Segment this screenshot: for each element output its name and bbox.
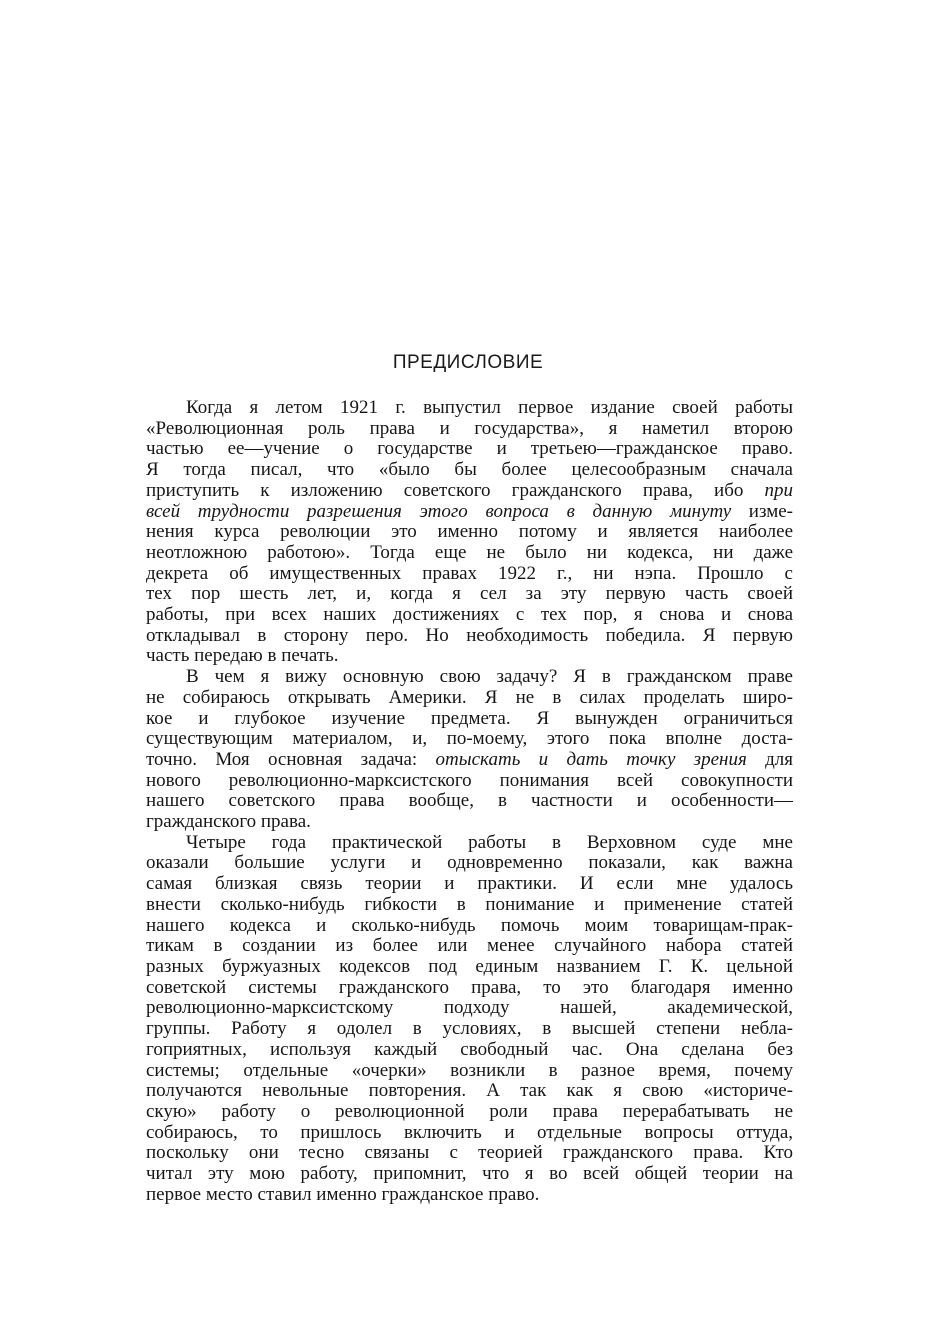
text-segment: существующим материалом, и, по-моему, этого пока вполне доста-: [146, 729, 793, 750]
text-segment: гражданского права.: [146, 812, 311, 833]
text-line: [146, 646, 793, 667]
text-segment: оказали большие услуги и одновременно показали, как важна: [146, 853, 793, 874]
text-line: [146, 460, 793, 481]
text-segment: получаются невольные повторения. А так как я свою «историче-: [146, 1081, 793, 1102]
text-line: [146, 419, 793, 440]
text-segment: кое и глубокое изучение предмета. Я вынужден ограничиться: [146, 708, 793, 729]
text-segment: приступить к изложению советского гражданского права, ибо: [146, 480, 765, 501]
text-segment: Когда я летом 1921 г. выпустил первое издание своей работы: [186, 398, 793, 418]
text-segment: разных буржуазных кодексов под единым названием Г. К. цельной: [146, 956, 793, 977]
text-segment: декрета об имущественных правах 1922 г., ни нэпа. Прошло с: [146, 563, 793, 584]
text-segment: откладывал в сторону перо. Но необходимость победила. Я первую: [146, 625, 793, 646]
text-line: [146, 626, 793, 647]
text-segment: Я тогда писал, что «было бы более целесообразным сначала: [146, 460, 793, 481]
text-segment: советской системы гражданского права, то это благодаря именно: [146, 977, 793, 998]
text-line: [146, 398, 793, 419]
text-line: [146, 502, 793, 523]
text-segment: тех пор шесть лет, и, когда я сел за эту первую часть своей: [146, 584, 793, 605]
text-segment: группы. Работу я одолел в условиях, в высшей степени небла-: [146, 1019, 793, 1040]
text-segment: работы, при всех наших достижениях с тех пор, я снова и снова: [146, 605, 793, 626]
paragraph: [146, 833, 793, 1206]
text-line: [146, 895, 793, 916]
text-segment: не собираюсь открывать Америки. Я не в силах проделать широ-: [146, 687, 793, 708]
text-segment: изме-: [731, 501, 793, 522]
text-segment: точно. Моя основная задача:: [146, 749, 436, 770]
text-line: [146, 667, 793, 688]
text-line: [146, 791, 793, 812]
text-line: [146, 439, 793, 460]
text-line: [146, 522, 793, 543]
text-line: [146, 605, 793, 626]
text-segment: нашего кодекса и сколько-нибудь помочь моим товарищам-прак-: [146, 915, 793, 936]
text-line: [146, 1040, 793, 1061]
text-line: [146, 729, 793, 750]
text-segment: собираюсь, то пришлось включить и отдельные вопросы оттуда,: [146, 1122, 793, 1143]
preface-text: [146, 398, 793, 1205]
text-segment: читал эту мою работу, припомнит, что я во всей общей теории на: [146, 1164, 793, 1185]
text-segment: революционно-марксистскому подходу нашей, академической,: [146, 998, 793, 1019]
text-segment: системы; отдельные «очерки» возникли в разное время, почему: [146, 1060, 793, 1081]
text-segment: для: [746, 749, 793, 770]
text-line: [146, 1081, 793, 1102]
text-line: [146, 978, 793, 999]
text-segment: неотложною работою». Тогда еще не было ни кодекса, ни даже: [146, 542, 793, 563]
text-segment: часть передаю в печать.: [146, 646, 339, 667]
text-segment: «Революционная роль права и государства», я наметил второю: [146, 418, 793, 439]
text-segment: гоприятных, используя каждый свободный час. Она сделана без: [146, 1039, 793, 1060]
text-line: [146, 1061, 793, 1082]
text-line: [146, 833, 793, 854]
text-line: [146, 481, 793, 502]
text-line: [146, 998, 793, 1019]
text-line: [146, 916, 793, 937]
text-line: [146, 874, 793, 895]
text-line: [146, 1102, 793, 1123]
italic-segment: при: [764, 480, 793, 501]
paragraph: [146, 398, 793, 667]
text-line: [146, 1019, 793, 1040]
text-segment: тикам в создании из более или менее случайного набора статей: [146, 936, 793, 957]
text-line: [146, 957, 793, 978]
italic-segment: отыскать и дать точку зрения: [435, 749, 747, 770]
text-segment: нового революционно-марксистского понимания всей совокупности: [146, 770, 793, 791]
text-segment: Четыре года практической работы в Верховном суде мне: [186, 832, 793, 853]
text-segment: скую» работу о революционной роли права перерабатывать не: [146, 1101, 793, 1122]
italic-segment: всей трудности разрешения этого вопроса в данную минуту: [146, 501, 732, 522]
text-segment: нашего советского права вообще, в частности и особенности—: [146, 791, 793, 812]
text-segment: поскольку они тесно связаны с теорией гражданского права. Кто: [146, 1143, 793, 1164]
page-title: ПРЕДИСЛОВИЕ: [392, 352, 544, 373]
text-line: [146, 812, 793, 833]
text-line: [146, 936, 793, 957]
text-line: [146, 688, 793, 709]
text-segment: нения курса революции это именно потому и является наиболее: [146, 522, 793, 543]
text-line: [146, 1164, 793, 1185]
text-line: [146, 1143, 793, 1164]
text-line: [146, 564, 793, 585]
text-segment: самая близкая связь теории и практики. И если мне удалось: [146, 874, 793, 895]
text-line: [146, 709, 793, 730]
paragraph: [146, 667, 793, 833]
text-line: [146, 771, 793, 792]
text-segment: частью ее—учение о государстве и третьею—гражданское право.: [146, 439, 793, 460]
text-line: [146, 1123, 793, 1144]
text-line: [146, 750, 793, 771]
text-segment: В чем я вижу основную свою задачу? Я в гражданском праве: [186, 667, 793, 688]
text-line: [146, 543, 793, 564]
text-line: [146, 584, 793, 605]
text-line: [146, 1185, 793, 1206]
text-segment: внести сколько-нибудь гибкости в понимание и применение статей: [146, 894, 793, 915]
text-segment: первое место ставил именно гражданское право.: [146, 1184, 540, 1205]
text-line: [146, 853, 793, 874]
